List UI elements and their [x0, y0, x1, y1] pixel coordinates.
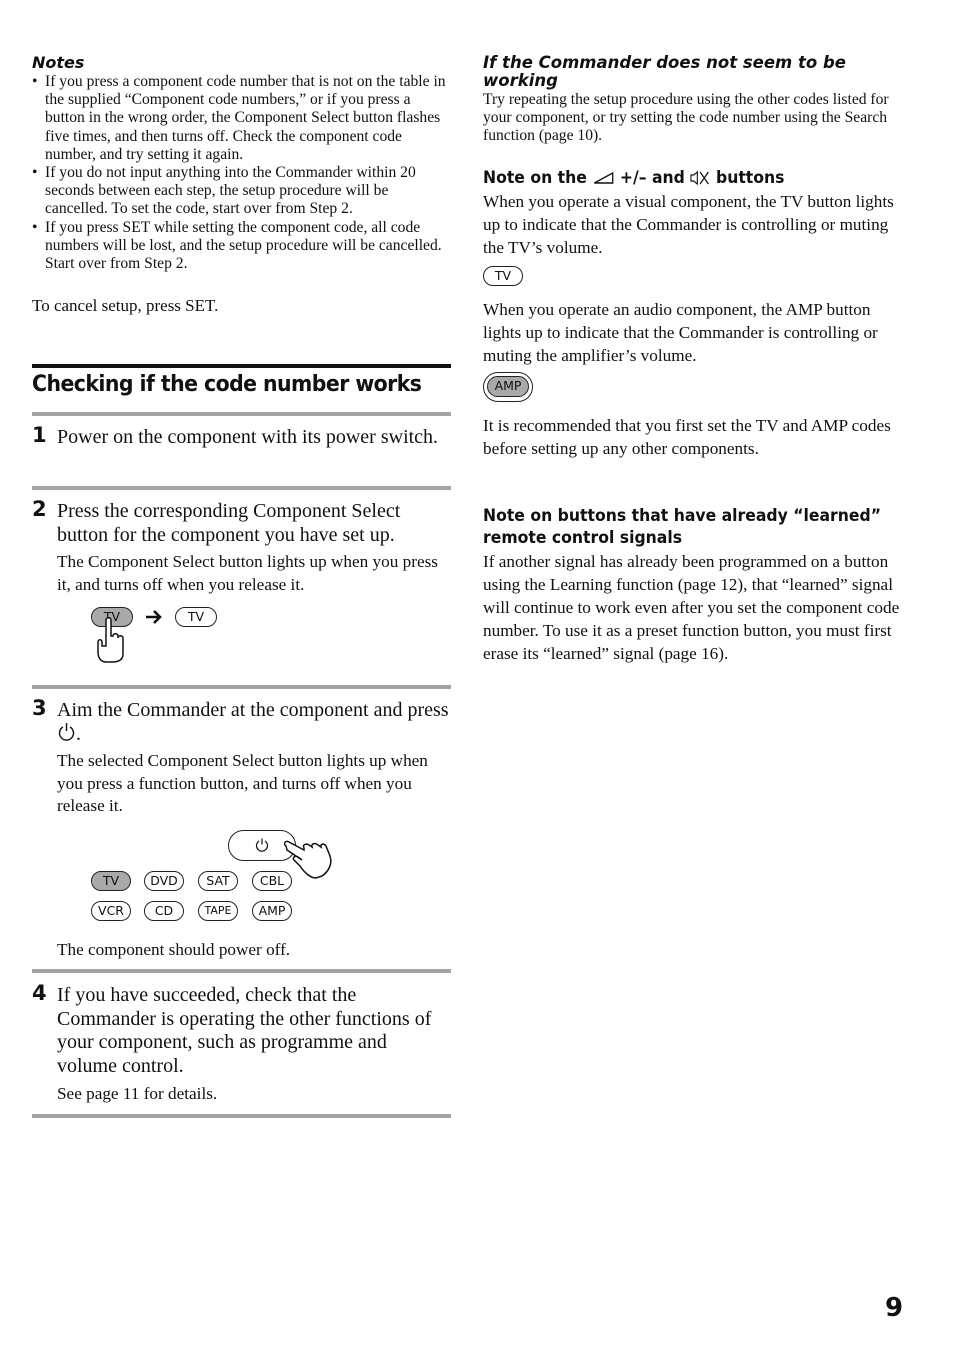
working-text: Try repeating the setup procedure using the other codes listed for your component, or try setting the code number using the Search function (page 10). [483, 91, 889, 145]
note-item: • If you do not input anything into the Commander within 20 seconds between each step, the setup procedure will be cancelled. To set the code, start over from Step 2. [32, 164, 451, 219]
step-number: 1 [32, 423, 47, 447]
section-top-rule [32, 364, 451, 368]
tv-button-released: TV [175, 607, 217, 627]
cd-button: CD [144, 901, 184, 921]
step-instruction-text: Aim the Commander at the component and press [57, 699, 449, 721]
notes-list [32, 73, 451, 273]
cbl-button: CBL [252, 871, 292, 891]
volume-icon [592, 171, 614, 185]
notes-heading: Notes [32, 53, 85, 72]
power-icon [57, 722, 76, 742]
recommend-text: It is recommended that you first set the TV and AMP codes before setting up any other components. [483, 416, 891, 458]
step-divider [32, 969, 451, 973]
step-number: 3 [32, 696, 47, 720]
amp-volume-text: When you operate an audio component, the AMP button lights up to indicate that the Commander is controlling or muting the amplifier’s volume. [483, 300, 878, 365]
sat-button: SAT [198, 871, 238, 891]
step-detail: See page 11 for details. [57, 1084, 218, 1103]
tv-volume-text: When you operate a visual component, the TV button lights up to indicate that the Commander is controlling or muting the TV’s volume. [483, 192, 894, 257]
working-heading: If the Commander does not seem to be working [483, 53, 846, 90]
amp-button: AMP [252, 901, 292, 921]
arrow-right-icon [144, 609, 164, 625]
cancel-note: To cancel setup, press SET. [32, 296, 219, 315]
step-detail: The Component Select button lights up when you press it, and turns off when you release it. [57, 552, 438, 594]
step-divider [32, 685, 451, 689]
hand-press-icon [282, 836, 334, 880]
tape-button: TAPE [198, 901, 238, 921]
note-item: • If you press SET while setting the component code, all code numbers will be lost, and the setup procedure will be cancelled. Start over from Step 2. [32, 219, 451, 274]
step-divider [32, 486, 451, 490]
step-divider [32, 1114, 451, 1118]
power-icon [254, 837, 270, 853]
muting-icon [690, 170, 710, 186]
step-divider [32, 412, 451, 416]
step-instruction: Press the corresponding Component Select button for the component you have set up. [57, 500, 401, 546]
page-number: 9 [885, 1293, 904, 1323]
amp-button-lit: AMP [483, 372, 533, 402]
tv-button-pressed: TV [91, 607, 133, 627]
step-instruction: If you have succeeded, check that the Commander is operating the other functions of your component, such as programme and volume control. [57, 984, 432, 1077]
volume-note-heading: Note on the +/– and buttons [483, 168, 785, 188]
step-number: 4 [32, 981, 47, 1005]
step-result: The component should power off. [57, 940, 291, 959]
step-number: 2 [32, 497, 47, 521]
step-detail: The selected Component Select button lights up when you press a function button, and turns off when you release it. [57, 751, 428, 815]
dvd-button: DVD [144, 871, 184, 891]
hand-press-icon [94, 616, 130, 664]
section-title: Checking if the code number works [32, 372, 422, 397]
vcr-button: VCR [91, 901, 131, 921]
step-instruction: Aim the Commander at the component and press . [57, 699, 449, 745]
step-instruction: Power on the component with its power switch. [57, 426, 439, 448]
learned-text: If another signal has already been programmed on a button using the Learning function (page 12), that “learned” signal will continue to work even after you set the component code number. To use it as a preset function button, you must first erase its “learned” signal (page 16). [483, 552, 900, 663]
note-item: • If you press a component code number that is not on the table in the supplied “Component code numbers,” or if you press a button in the wrong order, the Component Select button flashes five times, and then turns off. Check the component code number, and try setting it again. [32, 73, 451, 164]
tv-button: TV [483, 266, 523, 286]
tv-button: TV [91, 871, 131, 891]
learned-note-heading: Note on buttons that have already “learned” remote control signals [483, 506, 881, 548]
